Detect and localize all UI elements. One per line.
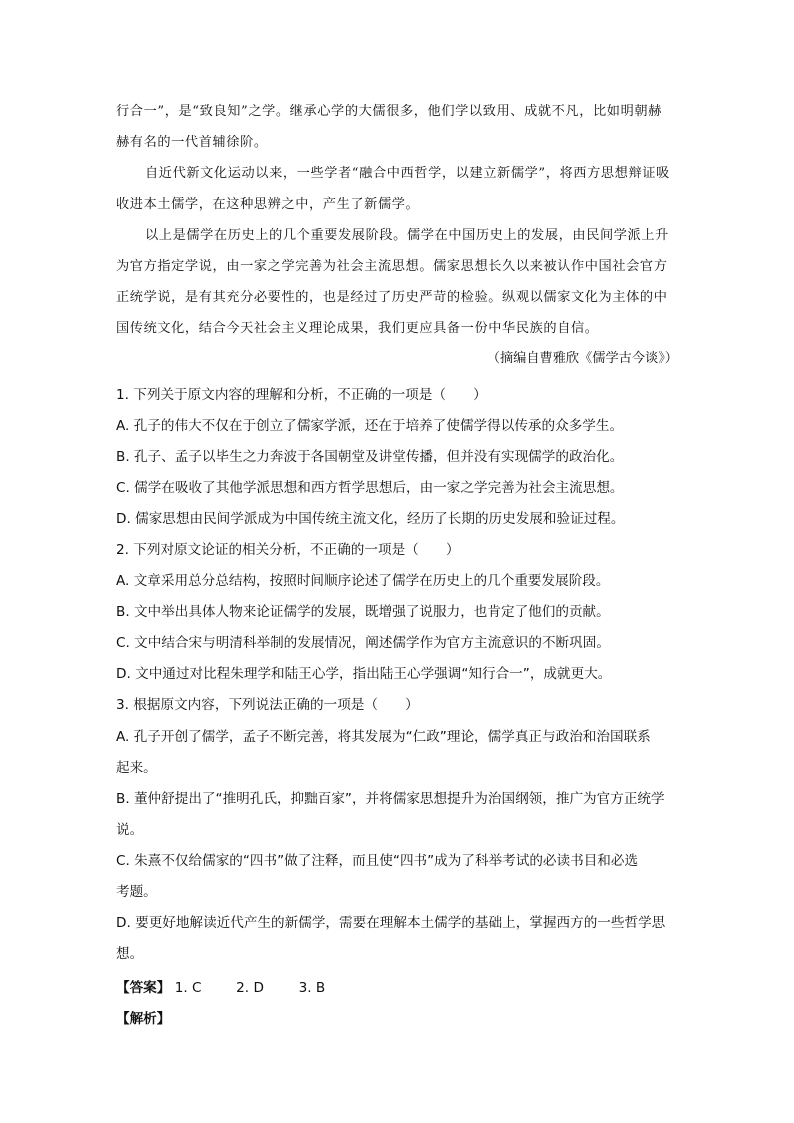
question-2-option-b: B. 文中举出具体人物来论证儒学的发展，既增强了说服力，也肯定了他们的贡献。: [116, 604, 610, 620]
answer-label: 【答案】: [116, 980, 171, 996]
question-3-stem: 3. 根据原文内容，下列说法正确的一项是（ ）: [116, 697, 419, 713]
question-3-option-d: D. 要更好地解读近代产生的新儒学，需要在理解本土儒学的基础上，掌握西方的一些哲学思: [116, 915, 666, 931]
question-3-option-c-cont: 考题。: [116, 884, 157, 900]
question-2-stem: 2. 下列对原文论证的相关分析，不正确的一项是（ ）: [116, 542, 460, 558]
question-1-option-b: B. 孔子、孟子以毕生之力奔波于各国朝堂及讲堂传播，但并没有实现儒学的政治化。: [116, 449, 624, 465]
question-2-option-d: D. 文中通过对比程朱理学和陆王心学，指出陆王心学强调“知行合一”，成就更大。: [116, 666, 612, 682]
analysis-line: [116, 1007, 170, 1027]
passage-line: 赫有名的一代首辅徐阶。: [116, 135, 268, 150]
answer-2: 2. D: [236, 980, 264, 996]
passage-line: 收进本土儒学，在这种思辨之中，产生了新儒学。: [116, 197, 420, 212]
question-2-option-a: A. 文章采用总分总结构，按照时间顺序论述了儒学在历史上的几个重要发展阶段。: [116, 573, 610, 589]
question-3-option-a-cont: 起来。: [116, 760, 157, 776]
passage-line: 行合一”，是“致良知”之学。继承心学的大儒很多，他们学以致用、成就不凡，比如明朝赫: [116, 104, 662, 119]
answer-line: [116, 976, 325, 996]
answer-1: 1. C: [174, 980, 202, 996]
passage-line: 以上是儒学在历史上的几个重要发展阶段。儒学在中国历史上的发展，由民间学派上升: [145, 228, 669, 243]
passage-line: 国传统文化，结合今天社会主义理论成果，我们更应具备一份中华民族的自信。: [116, 321, 599, 336]
question-1-option-d: D. 儒家思想由民间学派成为中国传统主流文化，经历了长期的历史发展和验证过程。: [116, 511, 625, 527]
answer-3: 3. B: [298, 980, 326, 996]
analysis-label: 【解析】: [116, 1011, 171, 1027]
passage-source: （摘编自曹雅欣《儒学古今谈》）: [486, 351, 678, 366]
question-3-option-c: C. 朱熹不仅给儒家的“四书”做了注释，而且使“四书”成为了科举考试的必读书目和必选: [116, 853, 639, 869]
passage-line: 自近代新文化运动以来，一些学者“融合中西哲学，以建立新儒学”，将西方思想辩证吸: [145, 166, 670, 181]
question-3-option-a: A. 孔子开创了儒学，孟子不断完善，将其发展为“仁政”理论，儒学真正与政治和治国联系: [116, 729, 651, 745]
question-1-option-a: A. 孔子的伟大不仅在于创立了儒家学派，还在于培养了使儒学得以传承的众多学生。: [116, 418, 624, 434]
question-2-option-c: C. 文中结合宋与明清科举制的发展情况，阐述儒学作为官方主流意识的不断巩固。: [116, 635, 610, 651]
question-1-stem: 1. 下列关于原文内容的理解和分析，不正确的一项是（ ）: [116, 387, 487, 403]
question-1-option-c: C. 儒学在吸收了其他学派思想和西方哲学思想后，由一家之学完善为社会主流思想。: [116, 480, 624, 496]
question-3-option-b-cont: 说。: [116, 822, 144, 838]
passage-line: 为官方指定学说，由一家之学完善为社会主流思想。儒家思想长久以来被认作中国社会官方: [116, 259, 668, 274]
passage-line: 正统学说，是有其充分必要性的，也是经过了历史严苛的检验。纵观以儒家文化为主体的中: [116, 290, 668, 305]
question-3-option-b: B. 董仲舒提出了“推明孔氏，抑黜百家”，并将儒家思想提升为治国纲领，推广为官方正统学: [116, 791, 665, 807]
passage-text: [116, 96, 682, 344]
question-3-option-d-cont: 想。: [116, 946, 144, 962]
